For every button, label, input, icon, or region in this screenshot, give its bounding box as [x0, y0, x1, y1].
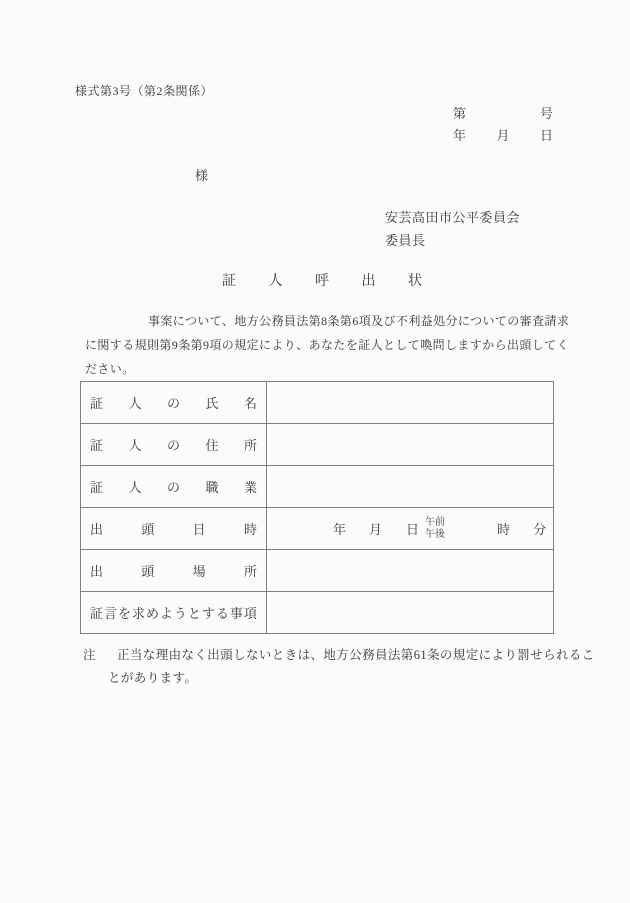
row-label-testimony-matters: 証 言 を 求 め よ う と す る 事 項: [90, 606, 257, 621]
row-value-witness-occupation: [267, 466, 554, 508]
table-row-testimony-matters: [81, 592, 554, 634]
row-label-cell: [81, 382, 267, 424]
row-value-testimony-matters: [267, 592, 554, 634]
document-number-line: [453, 103, 553, 122]
table-row-witness-name: [81, 382, 554, 424]
datetime-pm-label: 午後: [425, 528, 446, 540]
doc-number-suffix: 号: [539, 106, 553, 121]
datetime-day-label: 日: [406, 522, 420, 537]
row-label-cell: [81, 592, 267, 634]
addressee-suffix: 様: [195, 168, 209, 183]
row-label-cell: [81, 550, 267, 592]
datetime-ampm-labels: [425, 517, 445, 541]
note-marker: 注: [83, 648, 96, 662]
row-label-cell: [81, 508, 267, 550]
note-line: 正当な理由なく出頭しないときは、地方公務員法第61条の規定により罰せられるこ: [117, 648, 595, 662]
summons-form-table: [80, 381, 554, 634]
row-label-witness-address: 証 人 の 住 所: [90, 438, 257, 453]
datetime-am-label: 午前: [425, 516, 446, 528]
table-row-appearance-datetime: [81, 508, 554, 550]
table-row-appearance-place: [81, 550, 554, 592]
date-month-label: 月: [496, 128, 510, 143]
row-value-appearance-place: [267, 550, 554, 592]
table-row-witness-occupation: [81, 466, 554, 508]
body-paragraph-line: 事案について、地方公務員法第8条第6項及び不利益処分についての審査請求: [148, 314, 570, 328]
note-line: とがあります。: [108, 671, 198, 685]
body-paragraph-line: に関する規則第9条第9項の規定により、あなたを証人として喚問しますから出頭してく: [85, 338, 570, 352]
datetime-year-label: 年: [333, 522, 347, 537]
body-paragraph-line: ださい。: [85, 362, 135, 376]
row-label-cell: [81, 424, 267, 466]
row-value-witness-address: [267, 424, 554, 466]
document-title: 証 人 呼 出 状: [222, 274, 422, 289]
datetime-month-label: 月: [369, 522, 383, 537]
issuer-organization: 安芸高田市公平委員会: [385, 210, 521, 225]
row-label-appearance-datetime: 出 頭 日 時: [90, 522, 257, 537]
row-label-appearance-place: 出 頭 場 所: [90, 564, 257, 579]
row-label-witness-name: 証 人 の 氏 名: [90, 396, 257, 411]
row-value-witness-name: [267, 382, 554, 424]
row-label-witness-occupation: 証 人 の 職 業: [90, 480, 257, 495]
date-day-label: 日: [539, 128, 553, 143]
date-line: [453, 125, 553, 144]
datetime-fields: [267, 508, 553, 549]
datetime-minute-label: 分: [533, 522, 547, 537]
doc-number-prefix: 第: [453, 106, 467, 121]
date-year-label: 年: [453, 128, 467, 143]
issuer-title: 委員長: [385, 233, 426, 248]
row-label-cell: [81, 466, 267, 508]
row-value-appearance-datetime: [267, 508, 554, 550]
datetime-hour-label: 時: [497, 522, 511, 537]
table-row-witness-address: [81, 424, 554, 466]
form-number: 様式第3号（第2条関係）: [75, 84, 214, 98]
